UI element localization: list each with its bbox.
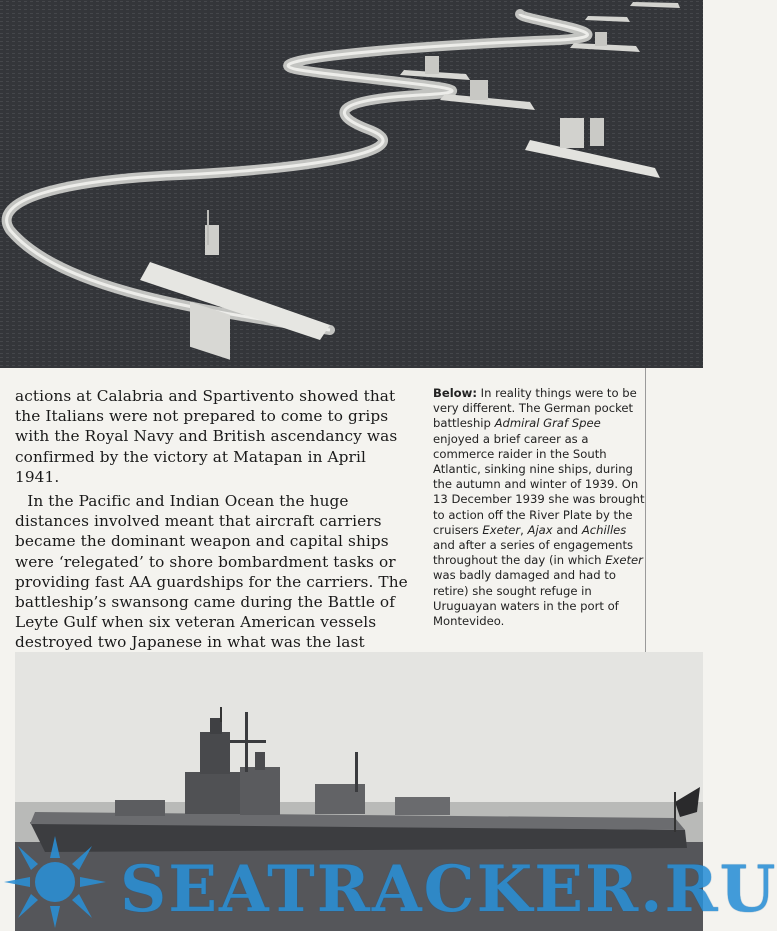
- caption-text-2: enjoyed a brief career as a commerce raider in the South Atlantic, sinking nine ships, during the autumn and winter of 1939. On 13 December 1939 she was brought to action off the River Plate by the cruisers: [433, 431, 645, 537]
- body-paragraph-2: In the Pacific and Indian Ocean the huge distances involved meant that aircraft carriers became the dominant weapon and capital ships were ‘relegated’ to shore bombardment tasks or providing fast AA guardships for the carriers. The battleship’s swansong came during the Battle of Leyte Gulf when six veteran American vessels destroyed two Japanese in what was the last: [15, 492, 408, 652]
- caption-text-3: and after a series of engagements throughout the day (in which: [433, 538, 634, 568]
- caption-cruiser-exeter: Exeter: [482, 522, 521, 537]
- caption-sep-2: and: [552, 522, 582, 537]
- photo-battleship-column: [0, 0, 703, 368]
- caption-ship-name: Admiral Graf Spee: [494, 416, 601, 431]
- photo-caption: [433, 386, 645, 629]
- caption-lead: Below:: [433, 386, 477, 400]
- caption-sep-1: ,: [520, 522, 528, 537]
- caption-text-4: was badly damaged and had to retire) she sought refuge in Uruguayan waters in the port of Montevideo.: [433, 568, 619, 629]
- caption-cruiser-achilles: Achilles: [581, 522, 627, 537]
- body-paragraph-1: actions at Calabria and Spartivento showed that the Italians were not prepared to come to grips with the Royal Navy and British ascendancy was confirmed by the victory at Matapan in April 1941.: [15, 387, 398, 486]
- caption-text-1: In reality things were to be very different. The German pocket battleship: [433, 386, 637, 431]
- watermark-text: SEATRACKER.RU: [120, 852, 777, 927]
- body-text: [15, 386, 410, 693]
- watermark: [0, 826, 777, 927]
- sun-logo-icon: [0, 834, 110, 930]
- caption-cruiser-exeter-2: Exeter: [605, 553, 643, 568]
- caption-cruiser-ajax: Ajax: [527, 522, 553, 537]
- column-divider: [645, 368, 646, 652]
- photo-battleship-column-art: [0, 0, 703, 368]
